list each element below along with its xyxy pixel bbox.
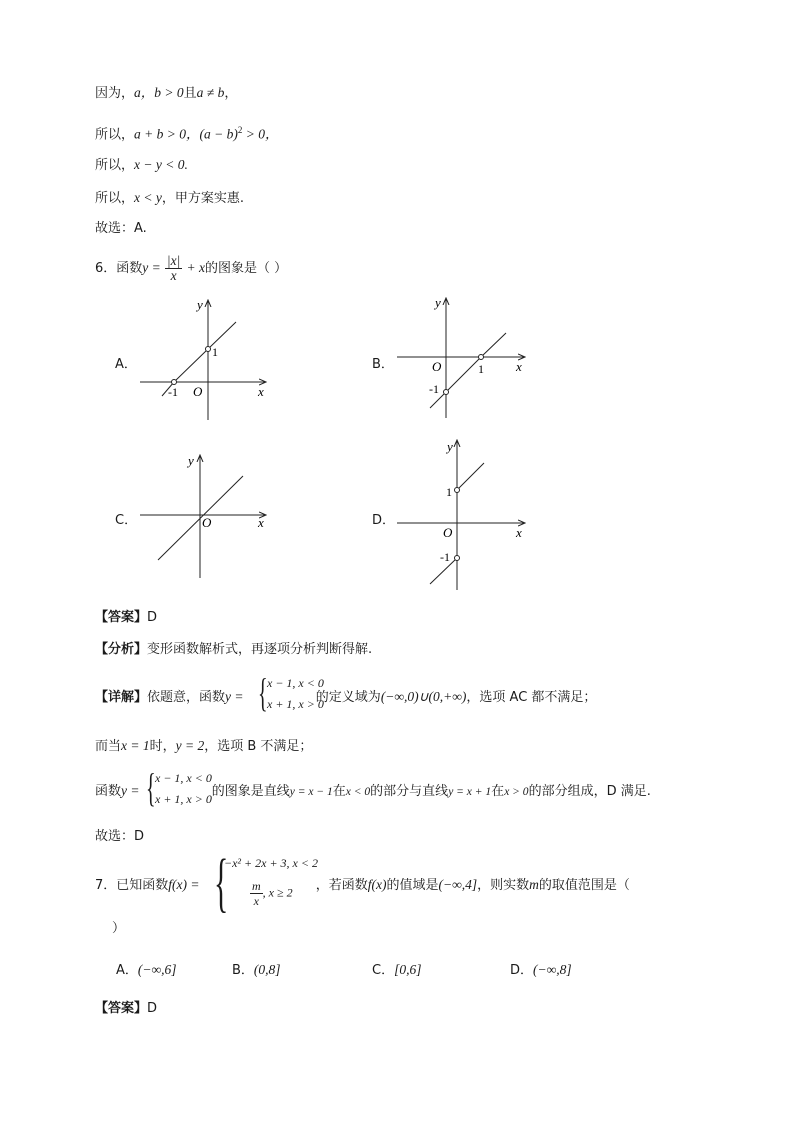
tick-label: 1 [478,362,484,376]
math: (−∞,4] [438,877,478,892]
math: x < 0 [345,786,371,798]
text: 且 [183,86,197,101]
x-axis-label: x [516,525,522,540]
choice-d [510,959,572,978]
math: y = [225,689,244,704]
text: ，若函数 [315,878,368,893]
choice-label: C． [372,963,395,978]
piece-case-2 [250,879,293,908]
text: ，则实数 [477,878,530,893]
piece-case-1: x − 1, x < 0 [267,676,324,690]
text: 的部分组成，D 满足. [528,784,651,799]
math: a，b > 0 [134,85,184,100]
choice-value: [0,6] [394,962,422,977]
choice-value: (−∞,6] [137,962,177,977]
origin-label: O [443,525,453,540]
math: , x ≥ 2 [262,885,293,900]
brace-symbol: { [258,670,268,715]
text: 的图象是（ ） [204,261,288,276]
answer-6 [95,609,157,627]
x-axis-label: x [258,384,264,399]
math: a ≠ b [196,85,225,100]
y-axis-label: y [435,295,441,310]
math: + x [186,260,205,275]
math: x < y [134,190,162,205]
graph-d [397,439,525,590]
analysis-tag: 【分析】 [95,642,148,657]
text: 的定义域为 [315,690,381,705]
math: f(x) = [168,877,200,892]
text-line-5: 故选：A. [95,221,147,236]
math: f(x) [367,877,387,892]
text: ， [224,86,238,101]
choice-b [232,959,281,978]
math: a + b > 0， [134,126,200,142]
final-answer-6: 故选：D [95,829,145,844]
tick-label: -1 [440,550,450,564]
text: 的值域是 [386,878,439,893]
brace-symbol: { [214,846,229,919]
tick-label: 1 [212,345,218,359]
y-axis-label: y [447,439,453,454]
text: 依题意，函数 [147,690,226,705]
math: x − y < 0. [134,157,188,172]
brace-symbol: { [146,765,156,810]
tick-label: -1 [168,385,178,399]
choice-value: (−∞,8] [533,962,572,977]
origin-label: O [193,384,203,399]
text: 在 [332,784,346,799]
math: y = 2 [175,738,205,753]
text: ，选项 AC 都不满足； [466,690,597,705]
choice-label: A． [116,963,138,978]
answer-value: D [147,1001,158,1016]
piece-case-2: x + 1, x > 0 [267,697,324,711]
open-point [455,556,460,561]
open-point [172,380,177,385]
graph-c [140,453,266,578]
y-axis-label: y [197,297,203,312]
text: 函数 [95,784,122,799]
graph-a [140,297,266,420]
question-7-close: ） [112,921,126,936]
answer-value: D [147,610,158,625]
detail-tag: 【详解】 [95,690,148,705]
option-b-label: B． [372,357,394,372]
numerator: m [252,879,261,893]
x-axis-label: x [516,359,522,374]
open-point [455,488,460,493]
text: 因为， [95,86,135,101]
detail-6-line-2 [95,737,312,756]
piece-case-1: x − 1, x < 0 [155,771,212,785]
text: 时， [149,739,176,754]
math: y = [121,783,140,798]
option-a-label: A． [115,357,137,372]
option-c-label: C． [115,513,138,528]
choice-a [116,959,177,978]
denominator: x [253,894,259,908]
choice-value: (0,8] [253,962,281,977]
text: 7．已知函数 [95,878,169,893]
choice-c [372,959,421,978]
answer-7 [95,1000,157,1018]
graph-line [481,333,506,357]
open-point [206,347,211,352]
text: 所以， [95,127,135,143]
math: x = 1 [121,738,150,753]
math: (a − b) [199,126,238,142]
text: 的取值范围是（ [538,878,630,893]
open-point [479,355,484,360]
choice-label: D． [510,963,534,978]
origin-label: O [432,359,442,374]
fraction [250,879,263,908]
analysis-6 [95,641,372,659]
choice-label: B． [232,963,254,978]
math: y = [142,260,161,275]
graph-line [174,349,208,382]
graph-line [446,357,481,392]
text: 所以， [95,158,135,173]
analysis-text: 变形函数解析式，再逐项分析判断得解. [147,642,373,657]
math: > 0， [242,126,279,142]
tick-label: -1 [429,382,439,396]
answer-tag: 【答案】 [95,610,148,625]
denominator: x [170,268,177,283]
text: 在 [491,784,505,799]
question-7-stem [95,876,630,895]
detail-6-line-1 [95,688,596,707]
math: y = x + 1 [448,786,492,798]
piece-case-1: −x² + 2x + 3, x < 2 [224,856,318,870]
math: x > 0 [504,786,529,798]
text: 6．函数 [95,261,143,276]
math: m [529,877,539,892]
math-sup: 2 [237,125,243,135]
open-point [444,390,449,395]
text: 所以， [95,191,135,206]
text: 的图象是直线 [211,784,290,799]
origin-label: O [202,515,212,530]
text: 的部分与直线 [370,784,449,799]
graph-line [457,463,484,490]
piece-case-2: x + 1, x > 0 [155,792,212,806]
tick-label: 1 [446,485,452,499]
text: 而当 [95,739,122,754]
math: (−∞,0)∪(0,+∞) [380,689,467,704]
option-d-label: D． [372,513,396,528]
text: ，甲方案实惠. [161,191,244,206]
y-axis-label: y [188,453,194,468]
text: ，选项 B 不满足； [204,739,313,754]
answer-tag: 【答案】 [95,1001,148,1016]
graph-b [397,295,525,418]
math: y = x − 1 [289,786,333,798]
x-axis-label: x [258,515,264,530]
numerator: |x| [166,253,181,268]
